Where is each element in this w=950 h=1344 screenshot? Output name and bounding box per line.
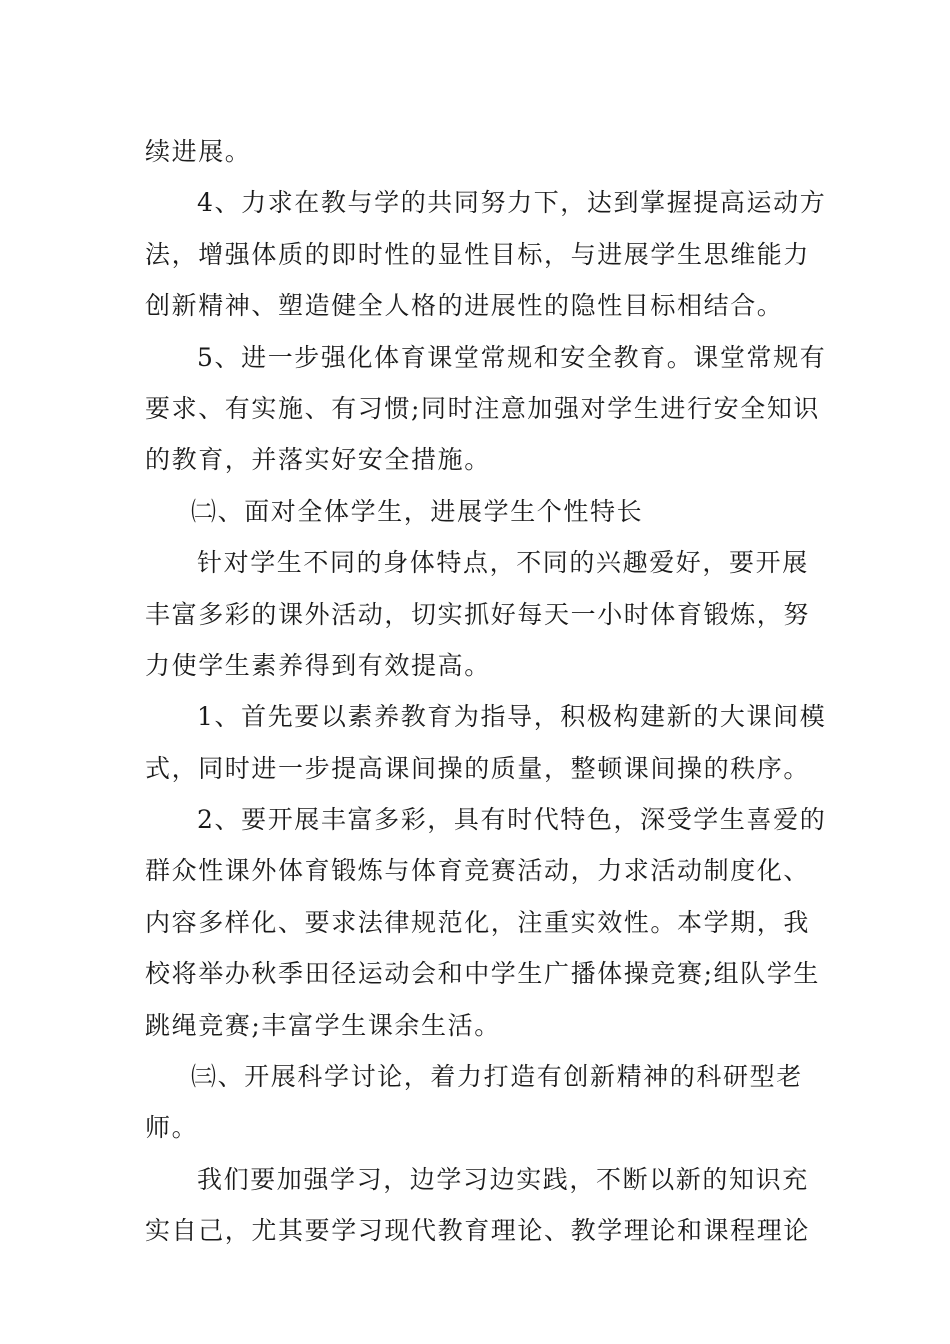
text-line: 师。	[145, 1113, 199, 1143]
text-line: 内容多样化、要求法律规范化，注重实效性。本学期，我	[145, 907, 811, 937]
text-line: 实自己，尤其要学习现代教育理论、教学理论和课程理论	[145, 1216, 811, 1246]
text-line: 创新精神、塑造健全人格的进展性的隐性目标相结合。	[145, 291, 784, 321]
text-line: 丰富多彩的课外活动，切实抓好每天一小时体育锻炼，努	[145, 599, 811, 629]
text-line: 的教育，并落实好安全措施。	[145, 445, 491, 475]
text-line: 要求、有实施、有习惯;同时注意加强对学生进行安全知识	[145, 393, 821, 423]
text-line: 式，同时进一步提高课间操的质量，整顿课间操的秩序。	[145, 753, 811, 783]
document-body	[145, 126, 827, 1257]
text-line: 群众性课外体育锻炼与体育竞赛活动，力求活动制度化、	[145, 856, 811, 886]
text-line: 1、首先要以素养教育为指导，积极构建新的大课间模	[197, 702, 827, 732]
text-line: 针对学生不同的身体特点，不同的兴趣爱好，要开展	[197, 548, 809, 578]
text-line: 2、要开展丰富多彩，具有时代特色，深受学生喜爱的	[197, 805, 827, 835]
section-heading: ㈢、开展科学讨论，着力打造有创新精神的科研型老	[191, 1062, 803, 1092]
text-line: 5、进一步强化体育课堂常规和安全教育。课堂常规有	[197, 342, 827, 372]
text-line: 力使学生素养得到有效提高。	[145, 650, 491, 680]
text-line: 我们要加强学习，边学习边实践，不断以新的知识充	[197, 1164, 809, 1194]
text-line: 法，增强体质的即时性的显性目标，与进展学生思维能力	[145, 239, 811, 269]
section-heading: ㈡、面对全体学生，进展学生个性特长	[191, 496, 644, 526]
text-line: 续进展。	[145, 137, 252, 166]
text-line: 跳绳竞赛;丰富学生课余生活。	[145, 1010, 501, 1040]
text-line: 4、力求在教与学的共同努力下，达到掌握提高运动方	[197, 188, 827, 218]
text-line: 校将举办秋季田径运动会和中学生广播体操竞赛;组队学生	[145, 959, 821, 989]
